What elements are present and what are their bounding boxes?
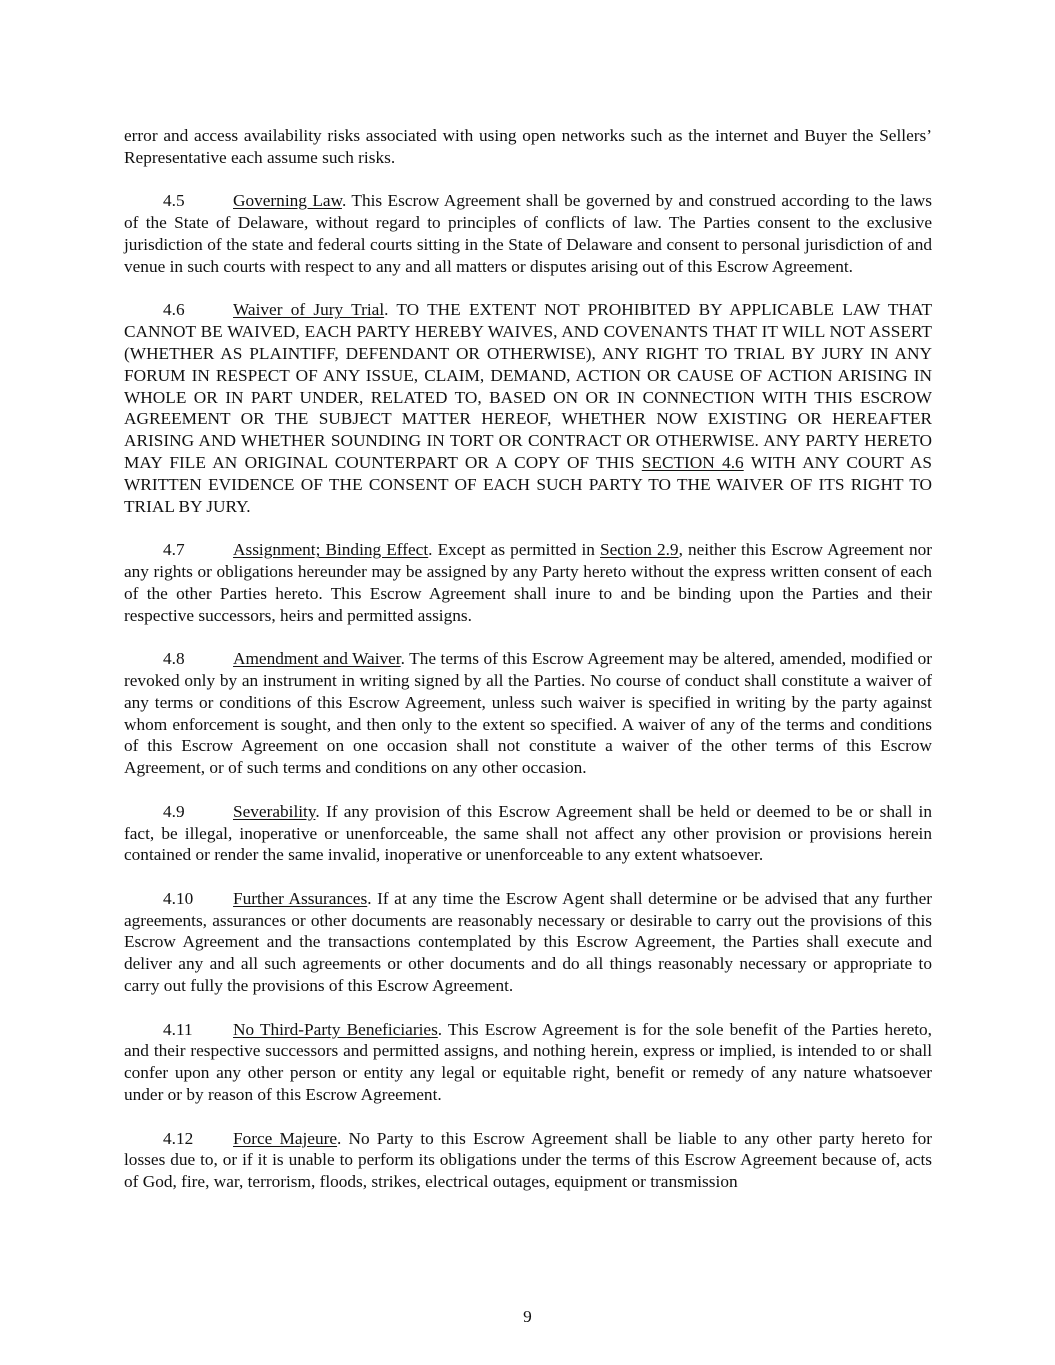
section-number: 4.7 (163, 540, 185, 560)
section-heading: Force Majeure (233, 1128, 338, 1148)
section-text: Except as permitted in (432, 540, 601, 560)
section-heading: Assignment; Binding Effect (233, 540, 429, 560)
section-heading: Governing Law (233, 191, 342, 211)
section-number: 4.11 (163, 1019, 193, 1039)
continuation-paragraph: error and access availability risks associated with using open networks such as the internet and Buyer the Sellers’ Representative each assume such risks. (124, 126, 932, 167)
document-page (124, 125, 932, 1215)
section-4-9: 4.9 Severability. If any provision of this Escrow Agreement shall be held or deemed to be or shall in fact, be illegal, inoperative or unenforceable, the same shall not affect any other provision or provisions herein contained or render the same invalid, inoperative or unenforceable to any extent whatsoever. (124, 801, 932, 865)
section-text-continued: , neither this Escrow Agreement nor any rights or obligations hereunder may be assigned by any Party hereto without the express written consent of each of the other Parties hereto. This Escrow Agreement shall inure to and be binding upon the Parties and their respective successors, heirs and permitted assigns. (124, 540, 932, 625)
section-cross-reference: Section 2.9 (600, 540, 679, 560)
section-4-10: 4.10 Further Assurances. If at any time the Escrow Agent shall determine or be advised that any further agreements, assurances or other documents are reasonably necessary or desirable to carry out the provisions of this Escrow Agreement and the transactions contemplated by this Escrow Agreement, the Parties shall execute and deliver any and all such agreements or other documents and do all things reasonably necessary or appropriate to carry out fully the provisions of this Escrow Agreement. (124, 888, 932, 996)
section-number: 4.10 (163, 888, 194, 908)
section-number: 4.12 (163, 1128, 194, 1148)
section-heading: Severability (233, 801, 316, 821)
section-text: TO THE EXTENT NOT PROHIBITED BY APPLICABLE LAW THAT CANNOT BE WAIVED, EACH PARTY HEREBY WAIVES, AND COVENANTS THAT IT WILL NOT ASSERT (WHETHER AS PLAINTIFF, DEFENDANT OR OTHERWISE), ANY RIGHT TO TRIAL BY JURY IN ANY FORUM IN RESPECT OF ANY ISSUE, CLAIM, DEMAND, ACTION OR CAUSE OF ACTION ARISING IN WHOLE OR IN PART UNDER, RELATED TO, BASED ON OR IN CONNECTION WITH THIS ESCROW AGREEMENT OR THE SUBJECT MATTER HEREOF, WHETHER NOW EXISTING OR HEREAFTER ARISING AND WHETHER SOUNDING IN TORT OR CONTRACT OR OTHERWISE. ANY PARTY HERETO MAY FILE AN ORIGINAL COUNTERPART OR A COPY OF THIS (124, 300, 933, 472)
section-text: No Party to this Escrow Agreement shall be liable to any other party hereto for losses due to, or if it is unable to perform its obligations under the terms of this Escrow Agreement because of, acts of God, fire, war, terrorism, floods, strikes, electrical outages, equipment or transmission (124, 1128, 932, 1192)
section-4-8: 4.8 Amendment and Waiver. The terms of this Escrow Agreement may be altered, amended, modified or revoked only by an instrument in writing signed by all the Parties. No course of conduct shall constitute a waiver of any terms or conditions of this Escrow Agreement, unless such waiver is specified in writing by the party against whom enforcement is sought, and then only to the extent so specified. A waiver of any of the terms and conditions of this Escrow Agreement on one occasion shall not constitute a waiver of the other terms of this Escrow Agreement, or of such terms and conditions on any other occasion. (124, 649, 932, 778)
section-4-12: 4.12 Force Majeure. No Party to this Escrow Agreement shall be liable to any other party hereto for losses due to, or if it is unable to perform its obligations under the terms of this Escrow Agreement because of, acts of God, fire, war, terrorism, floods, strikes, electrical outages, equipment or transmission (124, 1128, 932, 1192)
section-heading: Amendment and Waiver (233, 649, 401, 669)
section-heading: No Third-Party Beneficiaries (233, 1019, 438, 1039)
section-text: This Escrow Agreement shall be governed by and construed according to the laws of the State of Delaware, without regard to principles of conflicts of law. The Parties consent to the exclusive jurisdiction of the state and federal courts sitting in the State of Delaware and consent to personal jurisdiction of and venue in such courts with respect to any and all matters or disputes arising out of this Escrow Agreement. (124, 191, 932, 276)
section-4-5: 4.5 Governing Law. This Escrow Agreement shall be governed by and construed according to the laws of the State of Delaware, without regard to principles of conflicts of law. The Parties consent to the exclusive jurisdiction of the state and federal courts sitting in the State of Delaware and consent to personal jurisdiction of and venue in such courts with respect to any and all matters or disputes arising out of this Escrow Agreement. (124, 191, 932, 276)
section-4-6: 4.6 Waiver of Jury Trial. TO THE EXTENT NOT PROHIBITED BY APPLICABLE LAW THAT CANNOT BE WAIVED, EACH PARTY HEREBY WAIVES, AND COVENANTS THAT IT WILL NOT ASSERT (WHETHER AS PLAINTIFF, DEFENDANT OR OTHERWISE), ANY RIGHT TO TRIAL BY JURY IN ANY FORUM IN RESPECT OF ANY ISSUE, CLAIM, DEMAND, ACTION OR CAUSE OF ACTION ARISING IN WHOLE OR IN PART UNDER, RELATED TO, BASED ON OR IN CONNECTION WITH THIS ESCROW AGREEMENT OR THE SUBJECT MATTER HEREOF, WHETHER NOW EXISTING OR HEREAFTER ARISING AND WHETHER SOUNDING IN TORT OR CONTRACT OR OTHERWISE. ANY PARTY HERETO MAY FILE AN ORIGINAL COUNTERPART OR A COPY OF THIS SECTION 4.6 WITH ANY COURT AS WRITTEN EVIDENCE OF THE CONSENT OF EACH SUCH PARTY TO THE WAIVER OF ITS RIGHT TO TRIAL BY JURY. (124, 300, 933, 516)
section-text-continued: WITH ANY COURT AS WRITTEN EVIDENCE OF THE CONSENT OF EACH SUCH PARTY TO THE WAIVER OF ITS RIGHT TO TRIAL BY JURY. (124, 452, 933, 516)
section-heading: Further Assurances (233, 888, 368, 908)
section-number: 4.9 (163, 801, 185, 821)
section-number: 4.6 (163, 300, 185, 320)
section-text: If at any time the Escrow Agent shall determine or be advised that any further agreements, assurances or other documents are reasonably necessary or desirable to carry out the provisions of this Escrow Agreement and the transactions contemplated by this Escrow Agreement, the Parties shall execute and deliver any and all such agreements or other documents and do all things reasonably necessary or appropriate to carry out fully the provisions of this Escrow Agreement. (124, 888, 932, 996)
section-4-11: 4.11 No Third-Party Beneficiaries. This Escrow Agreement is for the sole benefit of the Parties hereto, and their respective successors and permitted assigns, and nothing herein, express or implied, is intended to or shall confer upon any other person or entity any legal or equitable right, benefit or remedy of any nature whatsoever under or by reason of this Escrow Agreement. (124, 1019, 933, 1105)
section-cross-reference: SECTION 4.6 (641, 452, 744, 472)
section-text: If any provision of this Escrow Agreement shall be held or deemed to be or shall in fact, be illegal, inoperative or unenforceable, the same shall not affect any other provision or provisions herein contained or render the same invalid, inoperative or unenforceable to any extent whatsoever. (124, 801, 932, 865)
section-number: 4.8 (163, 649, 185, 669)
page-number: 9 (523, 1307, 532, 1326)
section-number: 4.5 (163, 191, 185, 211)
section-heading: Waiver of Jury Trial (233, 300, 385, 320)
section-4-7: 4.7 Assignment; Binding Effect. Except as permitted in Section 2.9, neither this Escrow Agreement nor any rights or obligations hereunder may be assigned by any Party hereto without the express written consent of each of the other Parties hereto. This Escrow Agreement shall inure to and be binding upon the Parties and their respective successors, heirs and permitted assigns. (124, 540, 932, 625)
section-text: The terms of this Escrow Agreement may be altered, amended, modified or revoked only by an instrument in writing signed by all the Parties. No course of conduct shall constitute a waiver of any terms or conditions of this Escrow Agreement, unless such waiver is specified in writing by the party against whom enforcement is sought, and then only to the extent so specified. A waiver of any of the terms and conditions of this Escrow Agreement on one occasion shall not constitute a waiver of the other terms of this Escrow Agreement, or of such terms and conditions on any other occasion. (124, 649, 932, 778)
section-text: This Escrow Agreement is for the sole benefit of the Parties hereto, and their respective successors and permitted assigns, and nothing herein, express or implied, is intended to or shall confer upon any other person or entity any legal or equitable right, benefit or remedy of any nature whatsoever under or by reason of this Escrow Agreement. (124, 1019, 933, 1105)
